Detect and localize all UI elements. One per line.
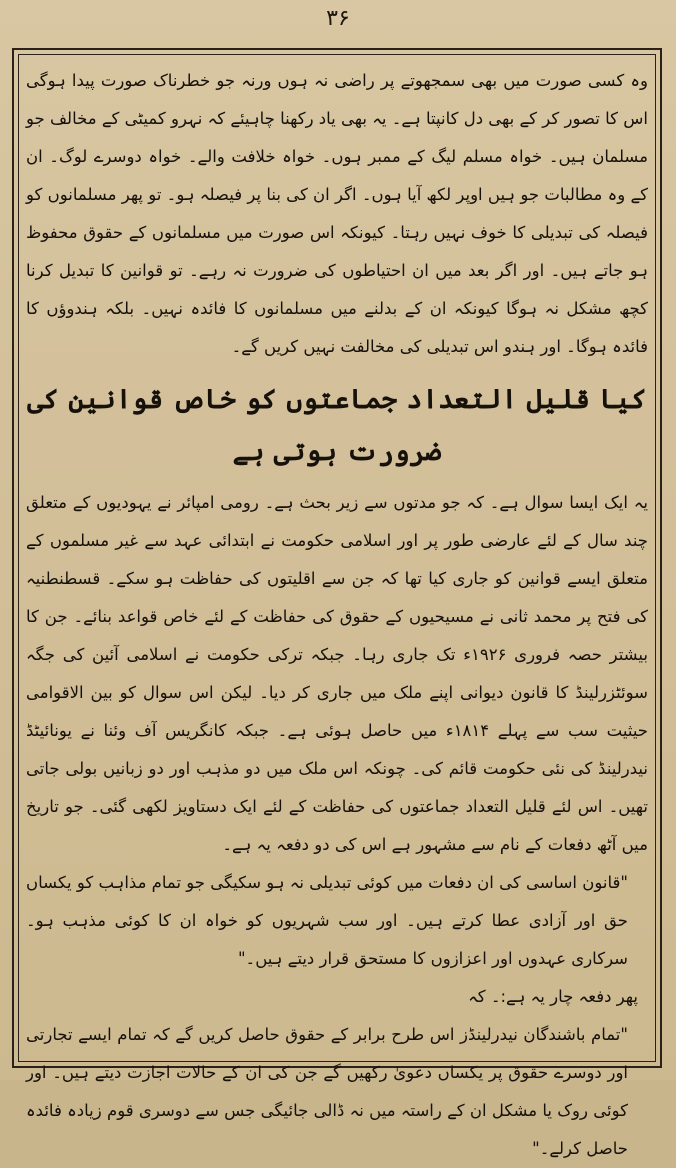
paragraph-opening: وہ کسی صورت میں بھی سمجھوتے پر راضی نہ ہوں ورنہ جو خطرناک صورت پیدا ہوگی اس کا تصور کر کے بھی دل کانپتا ہے۔ یہ بھی یاد رکھنا چاہیئے کہ نہرو کمیٹی کے مخالف جو مسلمان ہیں۔ خواہ مسلم لیگ کے ممبر ہوں۔ خواہ خلافت والے۔ خواہ دوسرے لوگ۔ ان کے وہ مطالبات جو ہیں اوپر لکھ آیا ہوں۔ اگر ان کی بنا پر فیصلہ ہو۔ تو پھر مسلمانوں کو فیصلہ کی تبدیلی کا خوف نہیں رہتا۔ کیونکہ اس صورت میں مسلمانوں کے حقوق محفوظ ہو جاتے ہیں۔ اور اگر بعد میں ان احتیاطوں کی ضرورت نہ رہے۔ تو قوانین کا تبدیل کرنا کچھ مشکل نہ ہوگا کیونکہ ان کے بدلنے میں مسلمانوں کا فائدہ نہیں۔ بلکہ ہندوؤں کا فائدہ ہوگا۔ اور ہندو اس تبدیلی کی مخالفت نہیں کریں گے۔ — [26, 71, 648, 356]
section-heading: کیا قلیل التعداد جماعتوں کو خاص قوانین کی ضرورت ہوتی ہے — [27, 384, 647, 467]
paragraph-history: یہ ایک ایسا سوال ہے۔ کہ جو مدتوں سے زیر بحث ہے۔ رومی امپائر نے یہودیوں کے متعلق چند سال کے لئے عارضی طور پر اور اسلامی حکومت نے ابتدائی عہد سے غیر مسلموں کے متعلق ایسے قوانین کو جاری کیا تھا کہ جن سے اقلیتوں کی حفاظت ہو سکے۔ قسطنطنیہ کی فتح پر محمد ثانی نے مسیحیوں کے حقوق کی حفاظت کے لئے خاص قواعد بنائے۔ جن کا بیشتر حصہ فروری ۱۹۲۶ء تک جاری رہا۔ جبکہ ترکی حکومت نے اسلامی آئین کی جگہ سوئٹزرلینڈ کا قانون دیوانی اپنے ملک میں جاری کر دیا۔ لیکن اس سوال کو بین الاقوامی حیثیت سب سے پہلے ۱۸۱۴ء میں حاصل ہوئی ہے۔ جبکہ کانگریس آف وئنا نے یونائیٹڈ نیدرلینڈ کی نئی حکومت قائم کی۔ چونکہ اس ملک میں دو مذہب اور دو زبانیں بولی جاتی تھیں۔ اس لئے قلیل التعداد جماعتوں کی حفاظت کے لئے ایک دستاویز لکھی گئی۔ جو تاریخ میں آٹھ دفعات کے نام سے مشہور ہے اس کی دو دفعہ یہ ہے۔ — [26, 493, 648, 854]
page-number: ۳۶ — [326, 6, 350, 31]
quote-article-1: "قانون اساسی کی ان دفعات میں کوئی تبدیلی نہ ہو سکیگی جو تمام مذاہب کو یکساں حق اور آزادی عطا کرتے ہیں۔ اور سب شہریوں کو خواہ ان کا کوئی مذہب ہو۔ سرکاری عہدوں اور اعزازوں کا مستحق قرار دیتے ہیں۔" — [26, 873, 628, 968]
article-4-label: پھر دفعہ چار یہ ہے:۔ کہ — [468, 987, 638, 1006]
quote-article-4: "تمام باشندگان نیدرلینڈز اس طرح برابر کے حقوق حاصل کریں گے کہ تمام ایسے تجارتی اور دوسرے حقوق پر یکساں دعویٰ رکھیں گے جن کی ان کے حالات اجازت دیتے ہیں۔ اور کوئی روک یا مشکل ان کے راستہ میں نہ ڈالی جائیگی جس سے دوسری قوم زیادہ فائدہ حاصل کرلے۔" — [26, 1025, 628, 1158]
page-content — [26, 62, 648, 1158]
